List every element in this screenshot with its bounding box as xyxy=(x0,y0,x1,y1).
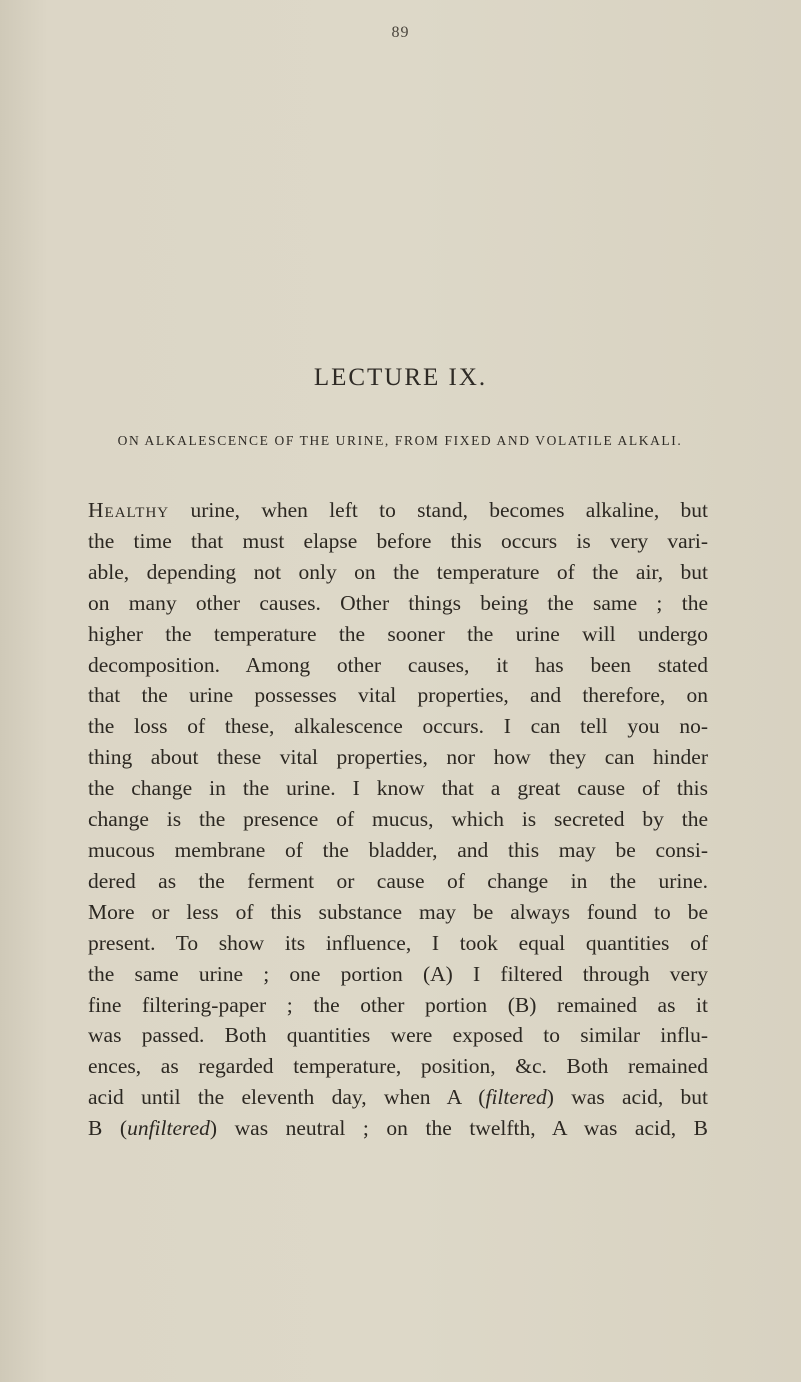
text-line: acid until the eleventh day, when A (filtered) was acid, but xyxy=(88,1085,708,1110)
text-line: ences, as regarded temperature, position, &c. Both remained xyxy=(88,1054,708,1079)
text-line: was passed. Both quantities were exposed to similar influ- xyxy=(88,1023,708,1048)
text-line: decomposition. Among other causes, it has been stated xyxy=(88,652,708,677)
text-line: More or less of this substance may be always found to be xyxy=(88,899,708,924)
drop-word: Healthy xyxy=(88,498,170,522)
text-line: the change in the urine. I know that a great cause of this xyxy=(88,776,708,801)
text-line: change is the presence of mucus, which is secreted by the xyxy=(88,807,708,832)
lecture-title: LECTURE IX. xyxy=(313,364,488,391)
text-line: present. To show its influence, I took equal quantities of xyxy=(88,930,708,955)
text-line: the loss of these, alkalescence occurs. I can tell you no- xyxy=(88,714,708,739)
italic-word: unfiltered xyxy=(127,1116,210,1141)
page-number: 89 xyxy=(391,24,410,41)
text-line: the same urine ; one portion (A) I filtered through very xyxy=(88,961,708,986)
text-line: able, depending not only on the temperature of the air, but xyxy=(88,559,708,584)
text-line: Healthy urine, when left to stand, becomes alkaline, but xyxy=(88,498,708,522)
text-line: B (unfiltered) was neutral ; on the twelfth, A was acid, B xyxy=(88,1116,709,1141)
text-line: mucous membrane of the bladder, and this may be consi- xyxy=(88,837,708,862)
italic-word: filtered xyxy=(485,1085,547,1110)
text-line: fine filtering-paper ; the other portion (B) remained as it xyxy=(88,992,708,1017)
text-line: that the urine possesses vital properties, and therefore, on xyxy=(88,683,708,708)
text-line: on many other causes. Other things being the same ; the xyxy=(88,590,708,615)
text-line: dered as the ferment or cause of change in the urine. xyxy=(88,868,708,893)
text-line: thing about these vital properties, nor how they can hinder xyxy=(88,745,708,770)
lecture-subtitle: ON ALKALESCENCE OF THE URINE, FROM FIXED AND VOLATILE ALKALI. xyxy=(117,433,683,448)
body-paragraph xyxy=(88,495,708,1144)
text-line: the time that must elapse before this occurs is very vari- xyxy=(88,528,708,553)
text-line: higher the temperature the sooner the urine will undergo xyxy=(88,621,708,646)
